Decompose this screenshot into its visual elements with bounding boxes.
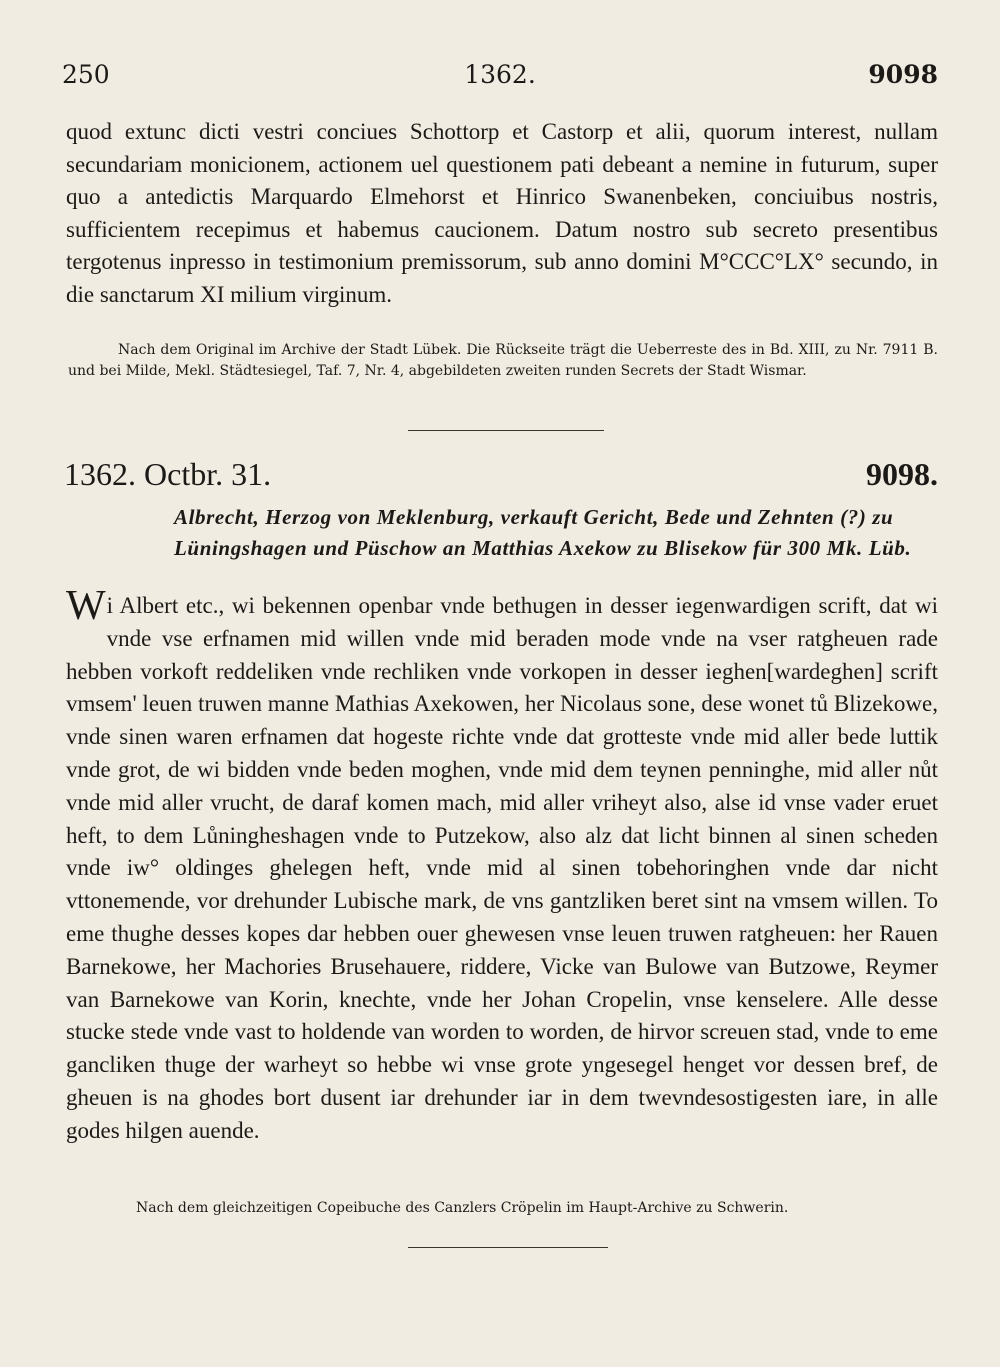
document-date: 1362. Octbr. 31. [64, 456, 272, 492]
document-number: 9098. [866, 456, 938, 492]
document-source-note: Nach dem gleichzeitigen Copeibuche des Canzlers Cröpelin im Haupt-Archive zu Schwerin. [136, 1200, 789, 1216]
previous-source-note: Nach dem Original im Archive der Stadt Lübek. Die Rückseite trägt die Ueberreste des in Bd. XIII, zu Nr. 7911 B. und bei Milde, Mekl. Städtesiegel, Taf. 7, Nr. 4, abgebildeten zweiten runden Secrets der Stadt Wismar. [68, 342, 938, 379]
end-divider [408, 1247, 608, 1248]
section-divider [408, 430, 604, 431]
page-header [62, 58, 938, 92]
document-heading [64, 454, 938, 494]
header-document-number: 9098 [868, 60, 938, 89]
drop-initial: W [66, 583, 106, 629]
page-number: 250 [62, 60, 110, 89]
document-regest: Albrecht, Herzog von Meklenburg, verkauft Gericht, Bede und Zehnten (?) zu Lüningshagen und Püschow an Matthias Axekow zu Blisekow für 300 Mk. Lüb. [174, 505, 912, 560]
document-text [66, 583, 938, 1148]
document-body-text: i Albert etc., wi bekennen openbar vnde bethugen in desser iegenwardigen scrift, dat wi vnde vse erfnamen mid willen vnde mid beraden mode vnde na vser ratgheuen rade hebben vorkoft reddeliken vnde rechliken vnde vorkopen in desser ieghen[wardeghen] scrift vmsem' leuen truwen manne Mathias Axekowen, her Nicolaus sone, dese wonet tů Blizekowe, vnde sinen waren erfnamen dat hogeste richte vnde dat grotteste vnde mid aller bede luttik vnde grot, de wi bidden vnde beden moghen, vnde mid dem teynen penninghe, mid aller nůt vnde mid aller vrucht, de daraf komen mach, mid aller vriheyt also, alse id vnse vader eruet heft, to dem Lůningheshagen vnde to Putzekow, also alz dat licht binnen al sinen scheden vnde iw° oldinges ghelegen heft, vnde mid al sinen tobehoringhen vnde dar nicht vttonemende, vor drehunder Lubische mark, de vns gantzliken beret sint na vmsem willen. To eme thughe desses kopes dar hebben ouer ghewesen vnse leuen truwen ratgheuen: her Rauen Barnekowe, her Machories Brusehauere, riddere, Vicke van Bulowe van Butzowe, Reymer van Barnekowe van Korin, knechte, vnde her Johan Cropelin, vnse kenselere. Alle desse stucke stede vnde vast to holdende van worden to worden, de hirvor screuen stad, vnde to eme gancliken thuge der warheyt so hebbe wi vnse grote yngesegel henget vor dessen bref, de gheuen is na ghodes bort dusent iar drehunder iar in dem twevndesostigesten iare, in alle godes hilgen auende. [66, 593, 938, 1143]
previous-document-text: quod extunc dicti vestri conciues Schottorp et Castorp et alii, quorum interest, nullam secundariam monicionem, actionem uel questionem pati debeant a nemine in futurum, super quo a antedictis Marquardo Elmehorst et Hinrico Swanenbeken, conciuibus nostris, sufficientem recepimus et habemus caucionem. Datum nostro sub secreto presentibus tergotenus inpresso in testimonium premissorum, sub anno domini M°CCC°LX° secundo, in die sanctarum XI milium virginum. [66, 119, 938, 307]
header-year: 1362. [464, 60, 536, 89]
